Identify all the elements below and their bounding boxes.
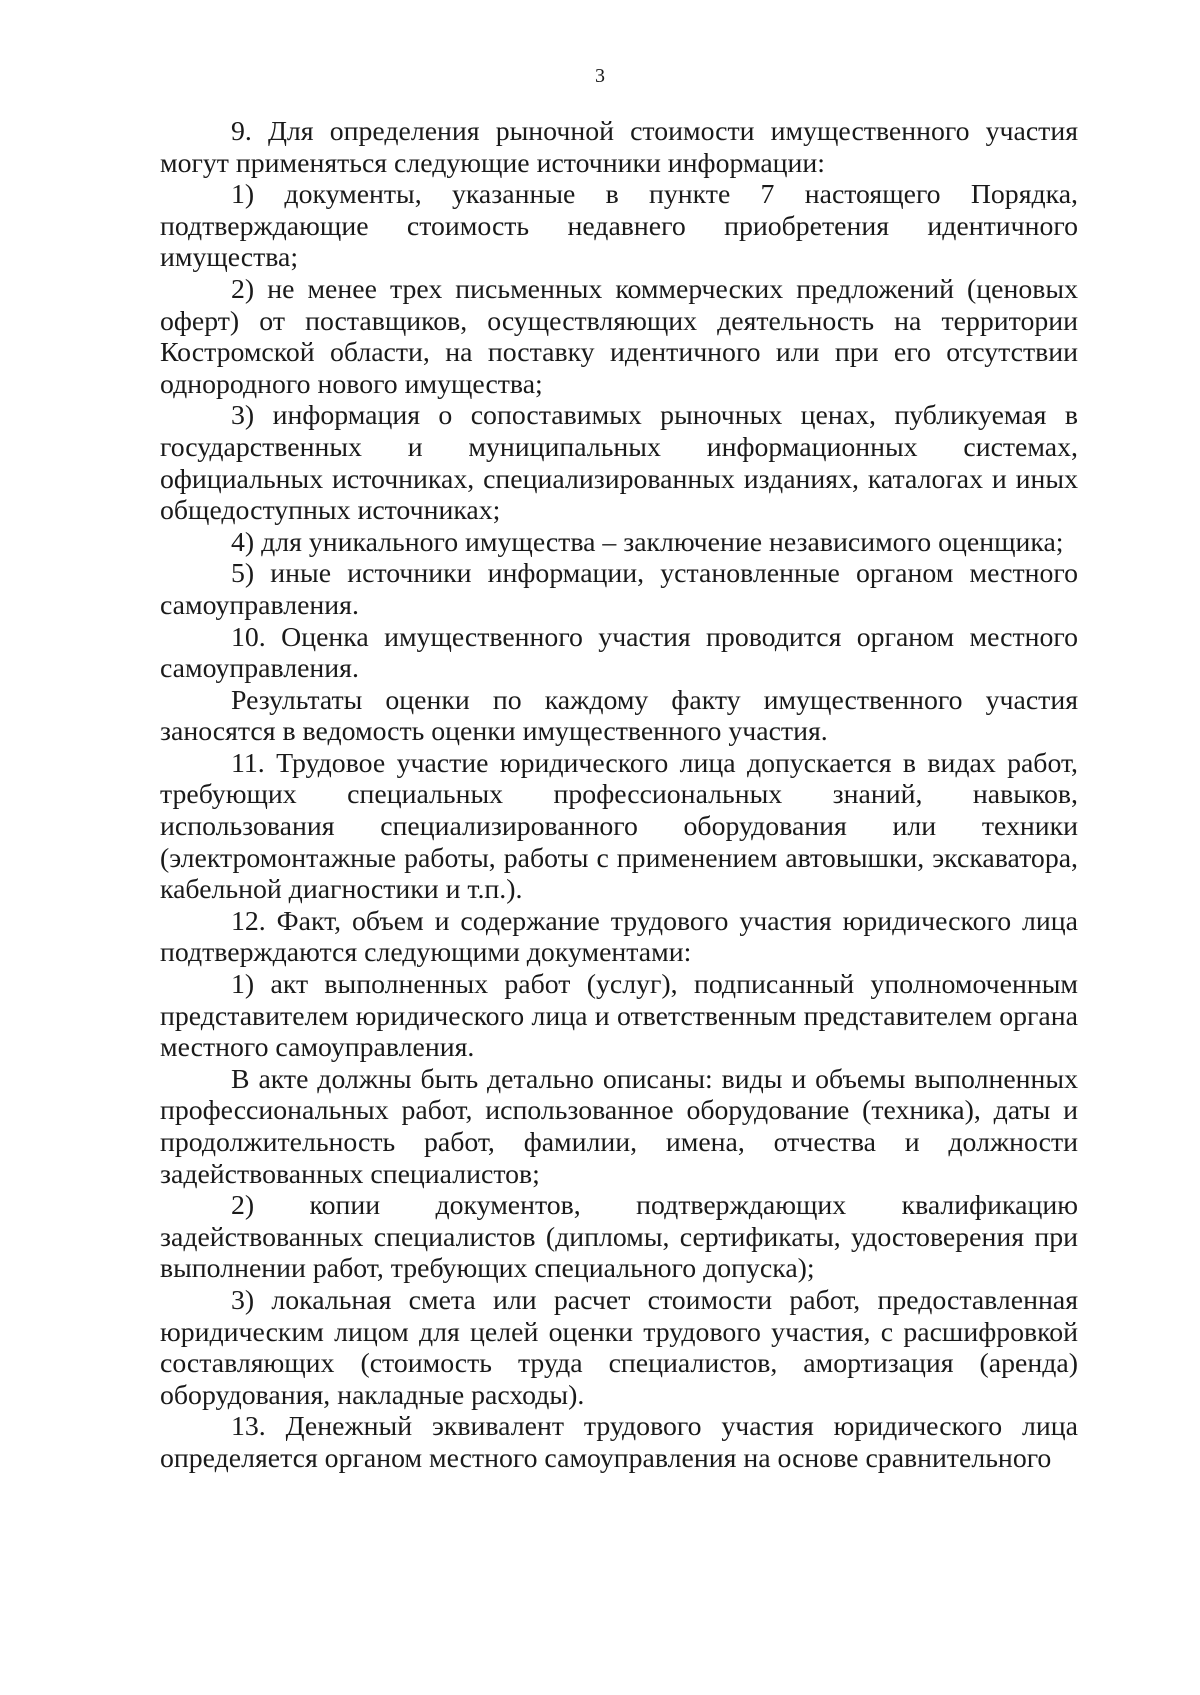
paragraph-12-item-3: 3) локальная смета или расчет стоимости работ, предоставленная юридическим лицом для целей оценки трудового участия, с расшифровкой составляющих (стоимость труда специалистов, амортизация (аренда) оборудования, накладные расходы). [160,1284,1078,1411]
paragraph-9-item-4: 4) для уникального имущества – заключение независимого оценщика; [231,526,1064,558]
paragraph-9-item-5: 5) иные источники информации, установленные органом местного самоуправления. [160,558,1078,621]
page-number: 3 [595,65,605,87]
paragraph-12-intro: 12. Факт, объем и содержание трудового участия юридического лица подтверждаются следующими документами: [160,905,1078,969]
paragraph-9-item-1: 1) документы, указанные в пункте 7 настоящего Порядка, подтверждающие стоимость недавнего приобретения идентичного имущества; [160,179,1078,274]
paragraph-11: 11. Трудовое участие юридического лица допускается в видах работ, требующих специальных профессиональных знаний, навыков, использования специализированного оборудования или техники (электромонтажные работы, работы с применением автовышки, экскаватора, кабельной диагностики и т.п.). [160,747,1078,906]
document-body [160,116,1078,1475]
paragraph-12-act-details: В акте должны быть детально описаны: виды и объемы выполненных профессиональных работ, использованное оборудование (техника), даты и продолжительность работ, фамилии, имена, отчества и должности задействованных специалистов; [160,1063,1078,1190]
paragraph-9-item-2: 2) не менее трех письменных коммерческих предложений (ценовых оферт) от поставщиков, осуществляющих деятельность на территории Костромской области, на поставку идентичного или при его отсутствии однородного нового имущества; [160,273,1078,400]
paragraph-9-item-3: 3) информация о сопоставимых рыночных ценах, публикуемая в государственных и муниципальных информационных системах, официальных источниках, специализированных изданиях, каталогах и иных общедоступных источниках; [160,400,1078,527]
paragraph-10: 10. Оценка имущественного участия проводится органом местного самоуправления. [160,621,1078,685]
paragraph-10-results: Результаты оценки по каждому факту имущественного участия заносятся в ведомость оценки имущественного участия. [160,684,1078,748]
paragraph-13: 13. Денежный эквивалент трудового участия юридического лица определяется органом местного самоуправления на основе сравнительного [160,1411,1078,1474]
paragraph-12-item-1: 1) акт выполненных работ (услуг), подписанный уполномоченным представителем юридического лица и ответственным представителем органа местного самоуправления. [160,969,1078,1064]
paragraph-9-intro: 9. Для определения рыночной стоимости имущественного участия могут применяться следующие источники информации: [160,116,1078,179]
paragraph-12-item-2: 2) копии документов, подтверждающих квалификацию задействованных специалистов (дипломы, сертификаты, удостоверения при выполнении работ, требующих специального допуска); [160,1190,1078,1285]
